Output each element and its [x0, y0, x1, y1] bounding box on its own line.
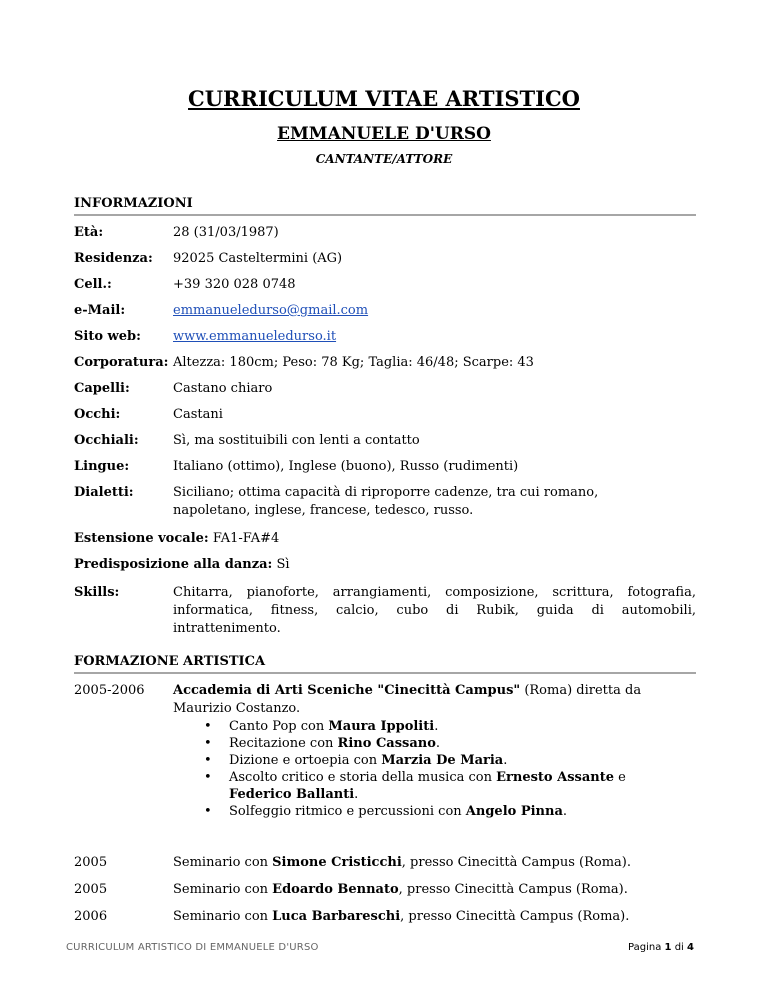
info-value: Altezza: 180cm; Peso: 78 Kg; Taglia: 46/48; Scarpe: 43 [173, 355, 534, 370]
dance-aptitude [74, 556, 290, 574]
info-value: Siciliano; ottima capacità di riproporre cadenze, tra cui romano, napoletano, inglese, francese, tedesco, russo. [173, 485, 599, 518]
info-label: Residenza: [74, 251, 153, 266]
person-role: CANTANTE/ATTORE [315, 152, 453, 166]
academy-details: (Roma) diretta da Maurizio Costanzo. [173, 683, 642, 716]
info-value: Castano chiaro [173, 381, 273, 396]
section-heading-formazione: FORMAZIONE ARTISTICA [74, 654, 266, 669]
info-label: Dialetti: [74, 485, 134, 500]
info-value: Italiano (ottimo), Inglese (buono), Russo (rudimenti) [173, 459, 519, 474]
vocal-range-label: Estensione vocale: [74, 531, 209, 546]
info-value: +39 320 028 0748 [173, 277, 296, 292]
vocal-range-value: FA1-FA#4 [212, 531, 280, 546]
entry-year: 2005-2006 [74, 683, 145, 698]
info-label: Lingue: [74, 459, 130, 474]
entry-description [173, 682, 672, 718]
info-label: Occhi: [74, 407, 121, 422]
info-value: Sì, ma sostituibili con lenti a contatto [173, 433, 420, 448]
entry-description: Seminario con Luca Barbareschi, presso Cinecittà Campus (Roma). [173, 909, 630, 924]
entry-year: 2005 [74, 855, 108, 870]
list-item: • Canto Pop con Maura Ippoliti. [216, 718, 686, 735]
entry-description: Seminario con Edoardo Bennato, presso Cinecittà Campus (Roma). [173, 882, 628, 897]
info-label: Corporatura: [74, 355, 169, 370]
info-value: 92025 Casteltermini (AG) [173, 251, 343, 266]
entry-year: 2005 [74, 882, 108, 897]
section-heading-informazioni: INFORMAZIONI [74, 196, 193, 211]
person-name: EMMANUELE D'URSO [277, 124, 491, 144]
website-link[interactable]: www.emmanueledurso.it [173, 329, 337, 344]
vocal-range [74, 530, 279, 548]
entry-description: Seminario con Simone Cristicchi, presso Cinecittà Campus (Roma). [173, 855, 632, 870]
footer-caption: CURRICULUM ARTISTICO DI EMMANUELE D'URSO [66, 942, 319, 953]
info-label: Cell.: [74, 277, 112, 292]
info-label: Occhiali: [74, 433, 139, 448]
info-value: Castani [173, 407, 223, 422]
list-item: • Dizione e ortoepia con Marzia De Maria. [216, 752, 686, 769]
info-value: 28 (31/03/1987) [173, 225, 279, 240]
email-link[interactable]: emmanueledurso@gmail.com [173, 303, 369, 318]
dance-aptitude-label: Predisposizione alla danza: [74, 557, 273, 572]
info-label: Sito web: [74, 329, 141, 344]
list-item: • Solfeggio ritmico e percussioni con Angelo Pinna. [216, 803, 686, 820]
list-item: • Recitazione con Rino Cassano. [216, 735, 686, 752]
page-number: Pagina 1 di 4 [628, 942, 694, 953]
entry-year: 2006 [74, 909, 108, 924]
info-label: e-Mail: [74, 303, 126, 318]
list-item: • Ascolto critico e storia della musica con Ernesto Assante e Federico Ballanti. [216, 769, 686, 803]
section-divider [74, 672, 696, 674]
section-divider [74, 214, 696, 216]
info-value: Chitarra, pianoforte, arrangiamenti, composizione, scrittura, fotografia, informatica, fitness, calcio, cubo di Rubik, guida di automobili, intrattenimento. [173, 585, 696, 636]
info-label: Capelli: [74, 381, 130, 396]
document-title: CURRICULUM VITAE ARTISTICO [188, 86, 580, 111]
course-list [216, 718, 686, 820]
info-label: Skills: [74, 585, 120, 600]
info-label: Età: [74, 225, 104, 240]
dance-aptitude-value: Sì [276, 557, 290, 572]
academy-name: Accademia di Arti Sceniche "Cinecittà Campus" [173, 683, 521, 698]
